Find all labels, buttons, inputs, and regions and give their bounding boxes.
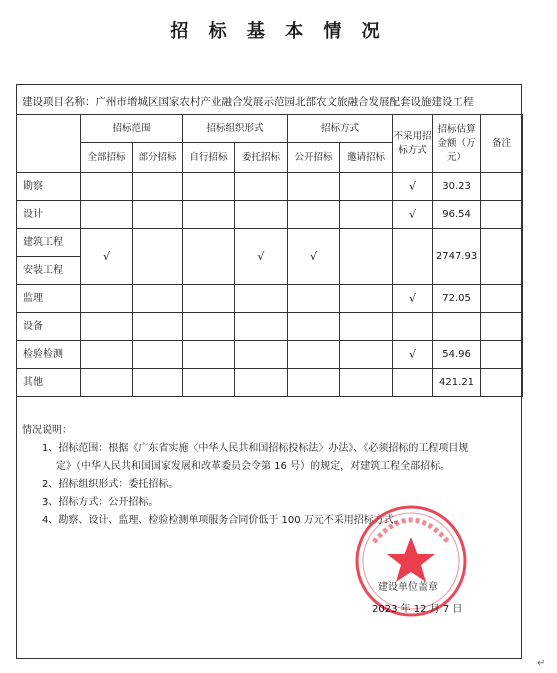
table-row [17, 285, 523, 313]
table-row [17, 229, 523, 257]
estimate-amount: 421.21 [433, 369, 481, 397]
row-category: 建筑工程 [17, 229, 81, 257]
note-item-4: 4、勘察、设计、监理、检验检测单项服务合同价低于 100 万元不采用招标方式。 [42, 515, 404, 526]
header-estimate: 招标估算金额（万元） [433, 115, 481, 173]
no-tender-check: √ [393, 341, 433, 369]
note-item-1-cont: 定》（中华人民共和国国家发展和改革委员会令第 16 号）的规定，对建筑工程全部招标。 [56, 461, 451, 472]
end-mark: ↵ [537, 658, 546, 669]
note-item-1: 1、招标范围：根据《广东省实施〈中华人民共和国招标投标法〉办法》、《必须招标的工程项目规 [42, 443, 469, 454]
signature-label: 建设单位盖章 [378, 582, 438, 593]
page-title: 招 标 基 本 情 况 [170, 21, 387, 42]
table-row [17, 201, 523, 229]
notes-heading: 情况说明： [22, 425, 72, 436]
row-category: 设备 [17, 313, 81, 341]
project-name-line [22, 94, 522, 109]
header-invite-tender: 邀请招标 [340, 143, 393, 173]
table-row [17, 341, 523, 369]
no-tender-check: √ [393, 173, 433, 201]
note-item-3: 3、招标方式：公开招标。 [42, 497, 159, 508]
estimate-amount: 96.54 [433, 201, 481, 229]
project-name-label: 建设项目名称： [22, 96, 96, 108]
row-category: 监理 [17, 285, 81, 313]
tender-info-table [16, 114, 523, 397]
header-open-tender: 公开招标 [288, 143, 340, 173]
header-partial-tender: 部分招标 [133, 143, 183, 173]
estimate-amount: 30.23 [433, 173, 481, 201]
table-row [17, 313, 523, 341]
estimate-amount: 72.05 [433, 285, 481, 313]
header-scope: 招标范围 [81, 115, 183, 143]
row-category: 检验检测 [17, 341, 81, 369]
sign-date: 2023 年 12 月 7 日 [372, 604, 463, 615]
header-self-tender: 自行招标 [183, 143, 235, 173]
entrust-tender-check: √ [235, 229, 288, 285]
estimate-amount: 54.96 [433, 341, 481, 369]
table-row [17, 369, 523, 397]
row-category: 其他 [17, 369, 81, 397]
header-full-tender: 全部招标 [81, 143, 133, 173]
row-category: 安装工程 [17, 257, 81, 285]
category-header [17, 115, 81, 173]
project-name-value: 广州市增城区国家农村产业融合发展示范园北部农文旅融合发展配套设施建设工程 [95, 96, 474, 108]
no-tender-check: √ [393, 201, 433, 229]
header-entrust-tender: 委托招标 [235, 143, 288, 173]
header-remark: 备注 [481, 115, 523, 173]
full-tender-check: √ [81, 229, 133, 285]
estimate-amount: 2747.93 [433, 229, 481, 285]
header-no-tender: 不采用招标方式 [393, 115, 433, 173]
row-category: 勘察 [17, 173, 81, 201]
note-item-2: 2、招标组织形式：委托招标。 [42, 479, 179, 490]
open-tender-check: √ [288, 229, 340, 285]
table-row [17, 173, 523, 201]
header-org-form: 招标组织形式 [183, 115, 288, 143]
header-method: 招标方式 [288, 115, 393, 143]
row-category: 设计 [17, 201, 81, 229]
no-tender-check: √ [393, 285, 433, 313]
